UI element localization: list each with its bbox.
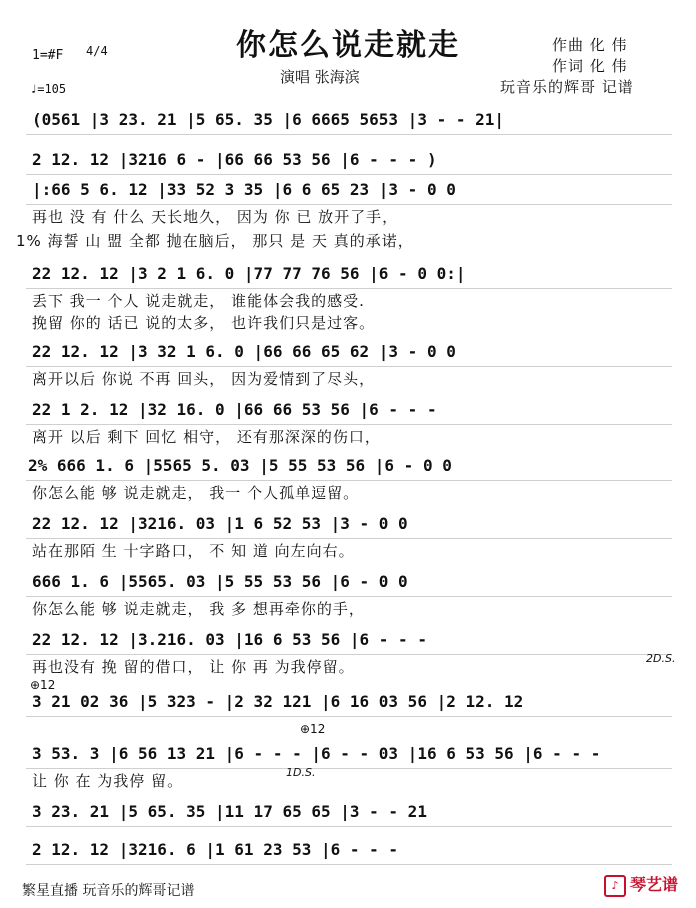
transcriber-credit: 玩音乐的辉哥 记谱 <box>500 78 634 96</box>
footer-credit: 繁星直播 玩音乐的辉哥记谱 <box>22 883 195 899</box>
notation-line: 3 23. 21 |5 65. 35 |11 17 65 65 |3 - - 21 <box>32 802 427 821</box>
lyric-line: 离开以后 你说 不再 回头， 因为爱情到了尽头， <box>32 370 376 388</box>
lyric-line: 让 你 在 为我停 留。 <box>32 772 184 790</box>
lyric-line: 再也 没 有 什么 天长地久， 因为 你 已 放开了手， <box>32 208 399 226</box>
lyric-line: 站在那陌 生 十字路口， 不 知 道 向左向右。 <box>32 542 355 560</box>
lyric-line: 再也没有 挽 留的借口， 让 你 再 为我停留。 <box>32 658 355 676</box>
lyric-line: 挽留 你的 话已 说的太多， 也许我们只是过客。 <box>32 314 376 332</box>
tempo-marking: ♩=105 <box>30 82 67 96</box>
lyric-line: 1% 海誓 山 盟 全都 抛在脑后， 那只 是 天 真的承诺， <box>16 232 414 250</box>
notation-line: 2 12. 12 |3216. 6 |1 61 23 53 |6 - - - <box>32 840 399 859</box>
notation-line: 22 12. 12 |3216. 03 |1 6 52 53 |3 - 0 0 <box>32 514 408 533</box>
singer-credit: 演唱 张海滨 <box>280 68 360 86</box>
notation-line: (0561 |3 23. 21 |5 65. 35 |6 6665 5653 |3 - - 21| <box>32 110 505 129</box>
notation-line: 3 21 02 36 |5 323 - |2 32 121 |6 16 03 56 |2 12. 12 <box>32 692 524 711</box>
notation-line: 3 53. 3 |6 56 13 21 |6 - - - |6 - - 03 |16 6 53 56 |6 - - - <box>32 744 601 763</box>
score-row <box>26 512 672 566</box>
score-row <box>26 690 672 744</box>
notation-line: 2% 666 1. 6 |5565 5. 03 |5 55 53 56 |6 - 0 0 <box>28 456 452 475</box>
score-row <box>16 178 672 250</box>
logo-text: 琴艺谱 <box>629 875 678 894</box>
score-row <box>26 262 672 332</box>
notation-line: |:66 5 6. 12 |33 52 3 35 |6 6 65 23 |3 - 0 0 <box>32 180 456 199</box>
lyric-line: 离开 以后 剩下 回忆 相守， 还有那深深的伤口， <box>32 428 381 446</box>
lyric-line: 你怎么能 够 说走就走， 我 多 想再牵你的手， <box>32 600 365 618</box>
key-signature: 1=#F <box>32 48 64 63</box>
score-row <box>26 570 672 624</box>
notation-line: 666 1. 6 |5565. 03 |5 55 53 56 |6 - 0 0 <box>32 572 408 591</box>
composer-credit: 作曲 化 伟 <box>552 36 628 54</box>
notation-line: 22 1 2. 12 |32 16. 0 |66 66 53 56 |6 - - - <box>32 400 437 419</box>
score-row <box>26 628 672 682</box>
lyric-line: 你怎么能 够 说走就走， 我一 个人孤单逗留。 <box>32 484 360 502</box>
notation-line: 22 12. 12 |3.216. 03 |16 6 53 56 |6 - - - <box>32 630 427 649</box>
score-row <box>26 454 672 508</box>
score-row <box>26 742 672 796</box>
song-title: 你怎么说走就走 <box>236 28 460 63</box>
notation-line: 22 12. 12 |3 2 1 6. 0 |77 77 76 56 |6 - 0 0:| <box>32 264 466 283</box>
time-signature: 4/4 <box>86 44 108 58</box>
score-row <box>26 340 672 394</box>
lyric-line: 丢下 我一 个人 说走就走， 谁能体会我的感受. <box>32 292 365 310</box>
logo-icon: ♪ <box>604 875 626 897</box>
dal-segno-1-marker: 1D.S. <box>286 766 316 779</box>
notation-line: 2 12. 12 |3216 6 - |66 66 53 56 |6 - - - ) <box>32 150 437 169</box>
coda-marker: ⊕12 <box>300 722 326 736</box>
dal-segno-2-marker: 2D.S. <box>646 652 676 665</box>
site-logo <box>604 872 678 897</box>
lyricist-credit: 作词 化 伟 <box>552 57 628 75</box>
score-row <box>26 398 672 452</box>
coda-marker: ⊕12 <box>30 678 56 692</box>
notation-line: 22 12. 12 |3 32 1 6. 0 |66 66 65 62 |3 - 0 0 <box>32 342 456 361</box>
